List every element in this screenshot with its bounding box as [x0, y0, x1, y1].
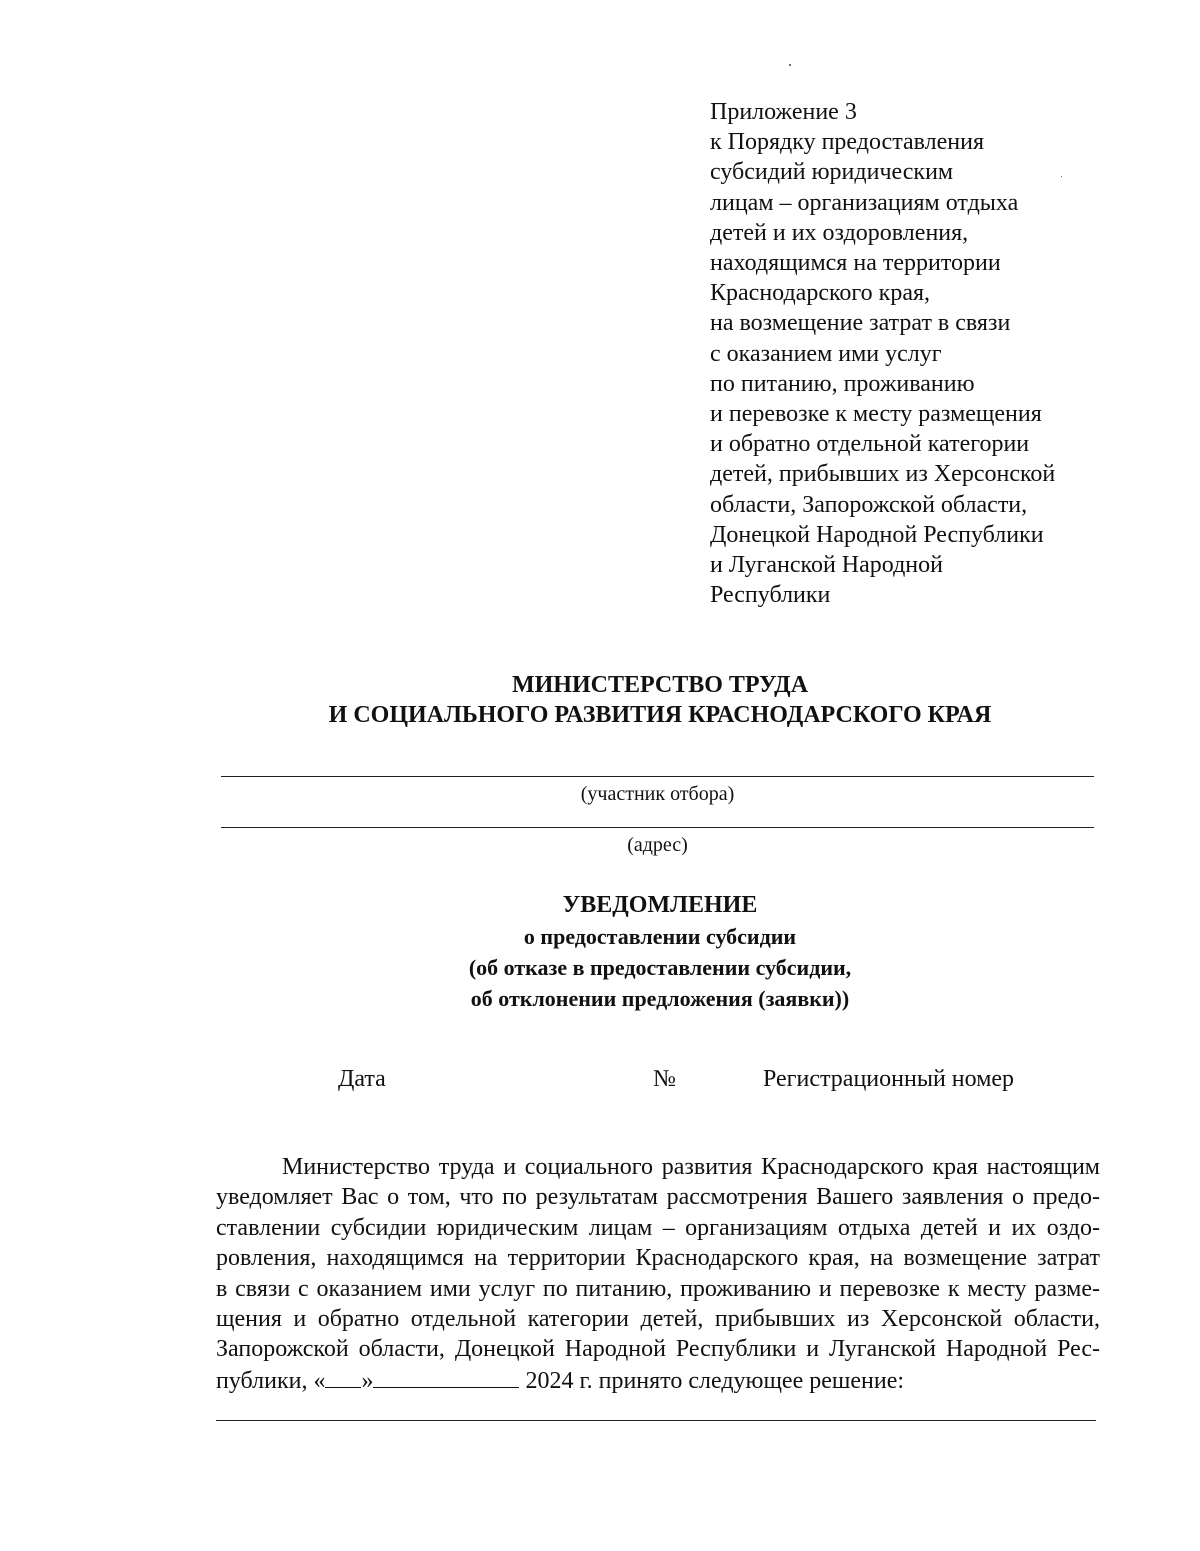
body-line-quote-close: » [361, 1367, 374, 1394]
ministry-heading [0, 670, 1200, 730]
ministry-heading-line1: МИНИСТЕРСТВО ТРУДА [511, 672, 809, 698]
body-line: ровления, находящимся на территории Краснодарского края, на возмещение затрат [216, 1245, 1100, 1272]
notice-subtitle-2: (об отказе в предоставлении субсидии, [468, 955, 852, 980]
ministry-heading-line2: И СОЦИАЛЬНОГО РАЗВИТИЯ КРАСНОДАРСКОГО КРАЯ [328, 702, 992, 728]
appendix-line: на возмещение затрат в связи [710, 310, 1011, 337]
body-line: уведомляет Вас о том, что по результатам рассмотрения Вашего заявления о предо- [216, 1184, 1100, 1211]
body-line-end: 2024 г. принято следующее решение: [519, 1367, 905, 1394]
appendix-line: к Порядку предоставления [710, 129, 985, 156]
registration-number-label: Регистрационный номер [763, 1066, 1015, 1092]
body-line-start: публики, « [216, 1367, 326, 1394]
participant-line [221, 776, 1094, 777]
notice-title-block [0, 890, 1200, 1014]
body-line-date [216, 1365, 1100, 1396]
body-line: Министерство труда и социального развития Краснодарского края настоящим [282, 1154, 1100, 1180]
month-blank-field [373, 1365, 519, 1388]
appendix-line: с оказанием ими услуг [710, 340, 942, 367]
number-sign: № [653, 1066, 676, 1092]
notice-subtitle-1: о предоставлении субсидии [523, 924, 797, 949]
appendix-line: Приложение 3 [710, 99, 857, 125]
appendix-line: находящимся на территории [710, 250, 1001, 277]
appendix-line: детей и их оздоровления, [710, 219, 969, 246]
decision-line [216, 1420, 1096, 1421]
appendix-line: и обратно отдельной категории [710, 431, 1030, 458]
address-caption: (адрес) [627, 834, 688, 856]
notice-body [216, 1152, 1100, 1396]
appendix-line: области, Запорожской области, [710, 491, 1028, 518]
appendix-line: Донецкой Народной Республики [710, 521, 1044, 548]
body-line: щения и обратно отдельной категории детей, прибывших из Херсонской области, [216, 1306, 1100, 1333]
body-line: ставлении субсидии юридическим лицам – организациям отдыха детей и их оздо- [216, 1214, 1100, 1241]
appendix-line: детей, прибывших из Херсонской [710, 461, 1056, 488]
appendix-line: Краснодарского края, [710, 280, 931, 307]
appendix-header [710, 97, 1150, 610]
appendix-line: и перевозке к месту размещения [710, 401, 1042, 428]
address-line [221, 827, 1094, 828]
participant-caption: (участник отбора) [580, 783, 735, 805]
scan-speck [789, 64, 791, 66]
date-label: Дата [338, 1066, 386, 1092]
appendix-line: субсидий юридическим [710, 159, 954, 186]
body-line: в связи с оказанием ими услуг по питанию, проживанию и перевозке к месту разме- [216, 1275, 1100, 1302]
appendix-line: Республики [710, 582, 831, 609]
appendix-line: по питанию, проживанию [710, 370, 975, 397]
notice-subtitle-3: об отклонении предложения (заявки)) [470, 986, 850, 1011]
notice-title: УВЕДОМЛЕНИЕ [562, 892, 758, 918]
day-blank-field [325, 1365, 361, 1388]
body-line: Запорожской области, Донецкой Народной Республики и Луганской Народной Рес- [216, 1336, 1100, 1363]
appendix-line: лицам – организациям отдыха [710, 189, 1019, 216]
appendix-line: и Луганской Народной [710, 552, 943, 579]
